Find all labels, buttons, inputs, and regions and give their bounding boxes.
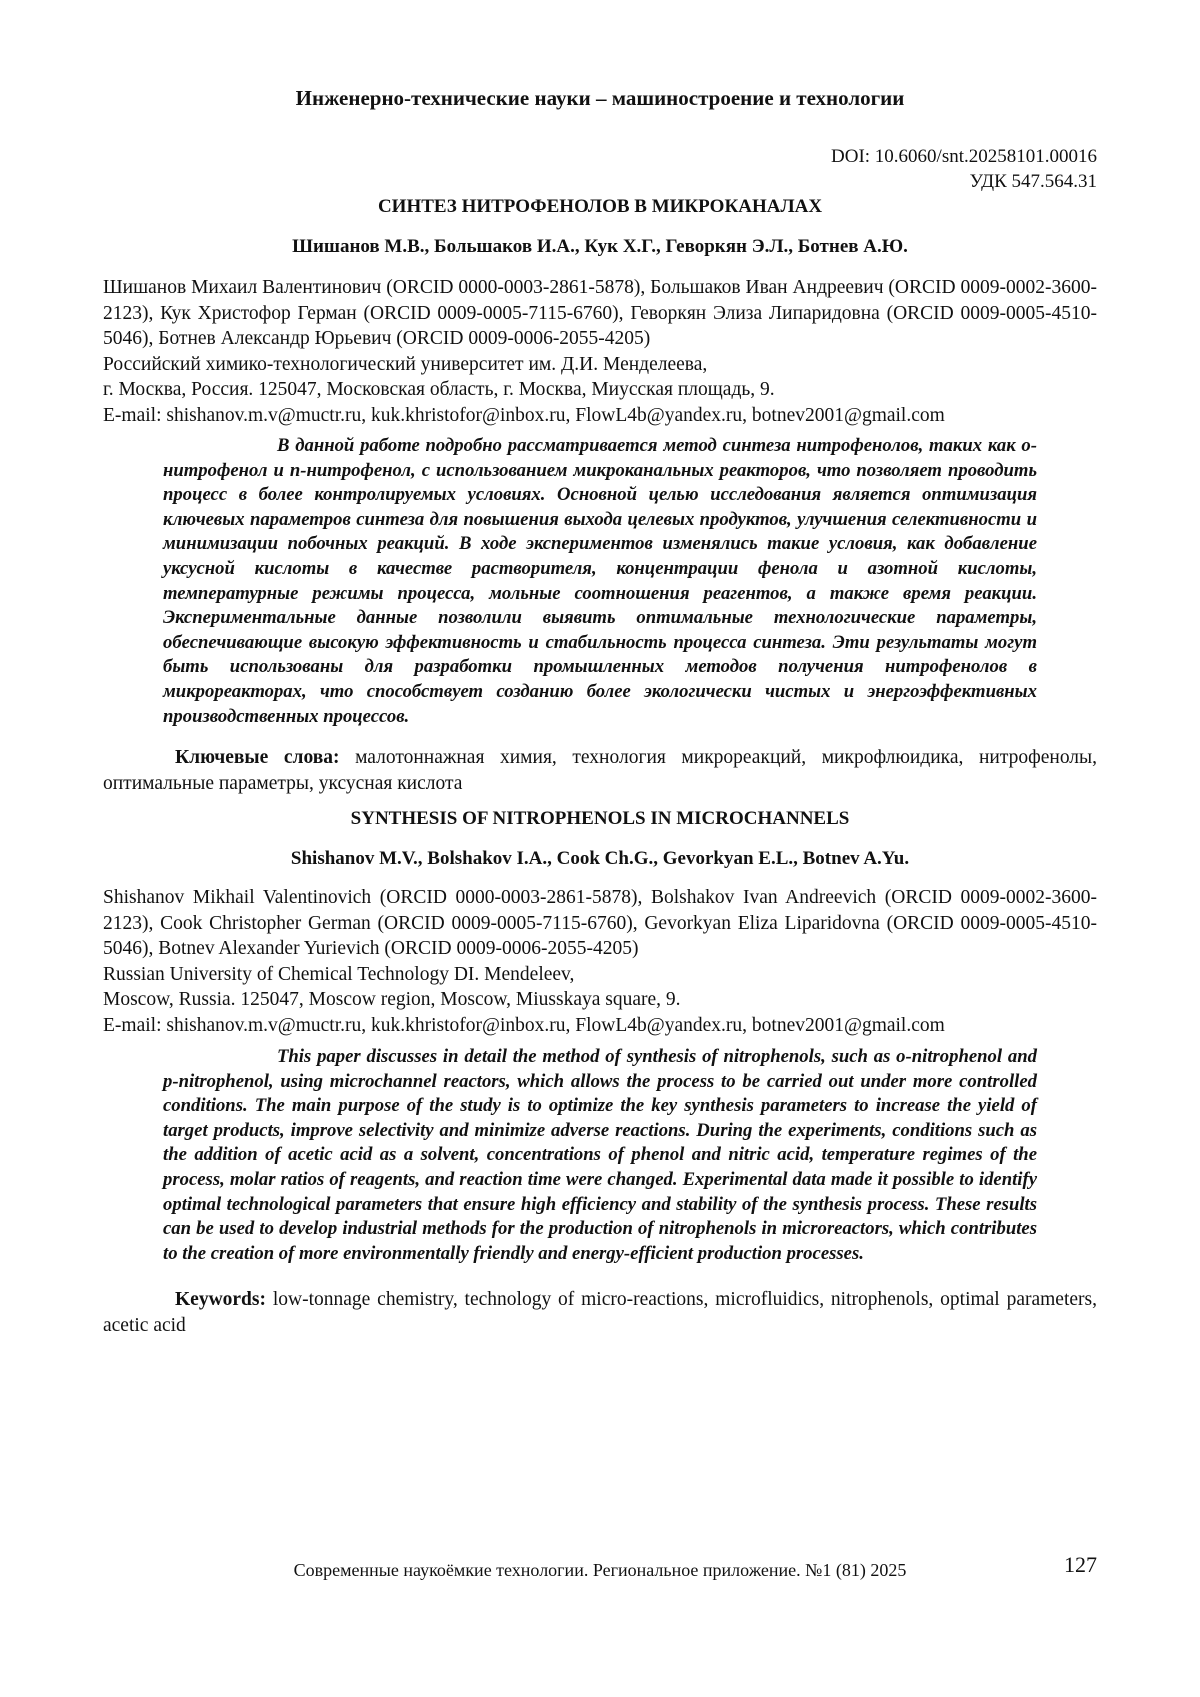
en-affiliation-orcid: Shishanov Mikhail Valentinovich (ORCID 0000-0003-2861-5878), Bolshakov Ivan Andreevich (ORCID 0009-0002-3600-2123), Cook Christopher German (ORCID 0009-0005-7115-6760), Gevorkyan Eliza Liparidovna (ORCID 0009-0005-4510-5046), Botnev Alexander Yurievich (ORCID 0009-0006-2055-4205) — [103, 887, 1097, 959]
doi: DOI: 10.6060/snt.20258101.00016 — [831, 146, 1097, 167]
ru-keywords-block — [103, 745, 1097, 796]
ru-affiliation-university: Российский химико-технологический университет им. Д.И. Менделеева, — [103, 353, 708, 375]
en-title-block — [103, 808, 1097, 830]
page-number: 127 — [1064, 1552, 1097, 1577]
journal-section-heading: Инженерно-технические науки – машиностроение и технологии — [295, 86, 905, 110]
en-affiliation-university: Russian University of Chemical Technology DI. Mendeleev, — [103, 963, 575, 985]
en-authors-block — [103, 848, 1097, 870]
en-keywords-block — [103, 1287, 1097, 1338]
en-abstract-block — [103, 1045, 1037, 1266]
en-authors: Shishanov M.V., Bolshakov I.A., Cook Ch.G., Gevorkyan E.L., Botnev A.Yu. — [290, 848, 910, 869]
ru-affiliation-orcid: Шишанов Михаил Валентинович (ORCID 0000-0003-2861-5878), Большаков Иван Андреевич (ORCID 0009-0002-3600-2123), Кук Христофор Герман (ORCID 0009-0005-7115-6760), Геворкян Элиза Липаридовна (ORCID 0009-0005-4510-5046), Ботнев Александр Юрьевич (ORCID 0009-0006-2055-4205) — [103, 277, 1097, 349]
en-keywords-label: Keywords: — [175, 1289, 266, 1310]
ru-affiliation — [103, 275, 1097, 428]
article-page — [103, 0, 1097, 1697]
ru-keywords-text: малотоннажная химия, технология микрореакций, микрофлюидика, нитрофенолы, оптимальные параметры, уксусная кислота — [103, 747, 1098, 794]
ru-title: СИНТЕЗ НИТРОФЕНОЛОВ В МИКРОКАНАЛАХ — [377, 196, 823, 217]
en-keywords-text: low-tonnage chemistry, technology of micro-reactions, microfluidics, nitrophenols, optimal parameters, acetic acid — [103, 1289, 1097, 1336]
ru-affiliation-address: г. Москва, Россия. 125047, Московская область, г. Москва, Миусская площадь, 9. — [103, 379, 775, 400]
ru-abstract: В данной работе подробно рассматривается метод синтеза нитрофенолов, таких как о-нитрофенол и п-нитрофенол, с использованием микроканальных реакторов, что позволяет проводить процесс в более контролируемых условиях. Основной целью исследования является оптимизация ключевых параметров синтеза для повышения выхода целевых продуктов, улучшения селективности и минимизации побочных реакций. В ходе экспериментов изменялись такие условия, как добавление уксусной кислоты в качестве растворителя, концентрации фенола и азотной кислоты, температурные режимы процесса, мольные соотношения реагентов, а также время реакции. Экспериментальные данные позволили выявить оптимальные технологические параметры, обеспечивающие высокую эффективность и стабильность процесса синтеза. Эти результаты могут быть использованы для разработки промышленных методов получения нитрофенолов в микрореакторах, что способствует созданию более экологически чистых и энергоэффективных производственных процессов. — [163, 435, 1037, 727]
en-abstract: This paper discusses in detail the method of synthesis of nitrophenols, such as o-nitrophenol and p-nitrophenol, using microchannel reactors, which allows the process to be carried out under more controlled conditions. The main purpose of the study is to optimize the key synthesis parameters to increase the yield of target products, improve selectivity and minimize adverse reactions. During the experiments, conditions such as the addition of acetic acid as a solvent, concentrations of phenol and nitric acid, temperature regimes of the process, molar ratios of reagents, and reaction time were changed. Experimental data made it possible to identify optimal technological parameters that ensure high efficiency and stability of the synthesis process. These results can be used to develop industrial methods for the production of nitrophenols in microreactors, which contributes to the creation of more environmentally friendly and energy-efficient production processes. — [163, 1046, 1037, 1264]
article-identifiers — [831, 144, 1097, 194]
en-affiliation-email: E-mail: shishanov.m.v@muctr.ru, kuk.khristofor@inbox.ru, FlowL4b@yandex.ru, botnev2001@gmail.com — [103, 1014, 945, 1036]
en-affiliation-address: Moscow, Russia. 125047, Moscow region, Moscow, Miusskaya square, 9. — [103, 989, 681, 1010]
ru-authors: Шишанов М.В., Большаков И.А., Кук Х.Г., Геворкян Э.Л., Ботнев А.Ю. — [292, 236, 908, 257]
en-keywords — [103, 1287, 1097, 1338]
udk: УДК 547.564.31 — [969, 171, 1097, 192]
ru-affiliation-email: E-mail: shishanov.m.v@muctr.ru, kuk.khristofor@inbox.ru, FlowL4b@yandex.ru, botnev2001@gmail.com — [103, 404, 945, 426]
ru-abstract-block — [103, 434, 1037, 729]
ru-keywords — [103, 745, 1097, 796]
en-title: SYNTHESIS OF NITROPHENOLS IN MICROCHANNELS — [350, 808, 850, 829]
ru-title-block — [103, 196, 1097, 218]
journal-footer: Современные наукоёмкие технологии. Региональное приложение. №1 (81) 2025 — [293, 1560, 907, 1580]
ru-keywords-label: Ключевые слова: — [175, 747, 340, 768]
en-affiliation — [103, 885, 1097, 1038]
ru-authors-block — [103, 236, 1097, 258]
